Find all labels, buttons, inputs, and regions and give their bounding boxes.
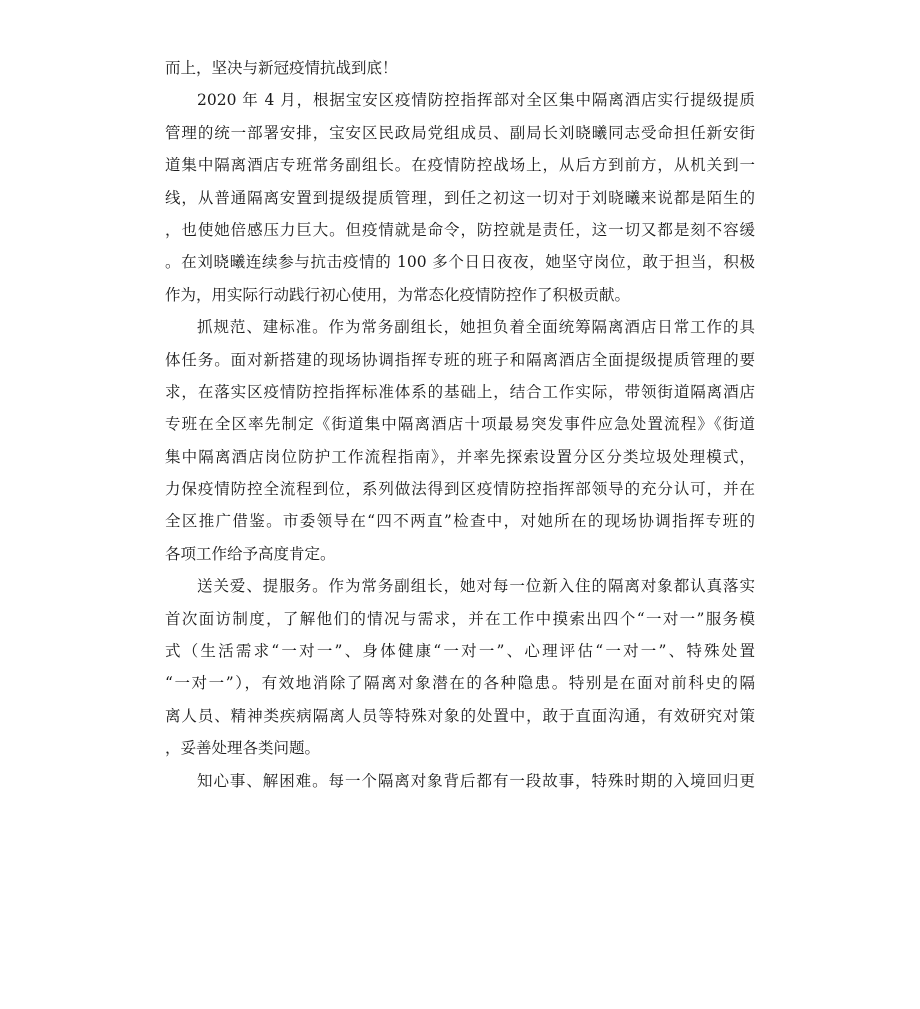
- text-line: 力保疫情防控全流程到位，系列做法得到区疫情防控指挥部领导的充分认可，并在: [165, 480, 755, 499]
- text-line: 离人员、精神类疾病隔离人员等特殊对象的处置中，敢于直面沟通，有效研究对策: [165, 706, 755, 725]
- text-line: 。在刘晓曦连续参与抗击疫情的 100 多个日日夜夜，她坚守岗位，敢于担当，积极: [165, 253, 755, 272]
- text-line: ，也使她倍感压力巨大。但疫情就是命令，防控就是责任，这一切又都是刻不容缓: [165, 220, 755, 239]
- text-line: 道集中隔离酒店专班常务副组长。在疫情防控战场上，从后方到前方，从机关到一: [165, 156, 755, 175]
- text-line: 各项工作给予高度肯定。: [165, 544, 336, 563]
- text-line: 知心事、解困难。每一个隔离对象背后都有一段故事，特殊时期的入境回归更: [197, 771, 755, 790]
- text-line: 管理的统一部署安排，宝安区民政局党组成员、副局长刘晓曦同志受命担任新安街: [165, 123, 755, 142]
- text-line: 集中隔离酒店岗位防护工作流程指南》，并率先探索设置分区分类垃圾处理模式，: [165, 447, 755, 466]
- text-line: 全区推广借鉴。市委领导在“四不两直”检查中，对她所在的现场协调指挥专班的: [165, 512, 755, 531]
- text-line: 2020 年 4 月，根据宝安区疫情防控指挥部对全区集中隔离酒店实行提级提质: [197, 91, 755, 110]
- text-line: 而上，坚决与新冠疫情抗战到底！: [165, 59, 398, 77]
- text-line: 送关爱、提服务。作为常务副组长，她对每一位新入住的隔离对象都认真落实: [197, 577, 755, 596]
- text-line: 求，在落实区疫情防控指挥标准体系的基础上，结合工作实际，带领街道隔离酒店: [165, 382, 755, 401]
- text-line: 体任务。面对新搭建的现场协调指挥专班的班子和隔离酒店全面提级提质管理的要: [165, 350, 755, 369]
- text-line: 抓规范、建标准。作为常务副组长，她担负着全面统筹隔离酒店日常工作的具: [197, 318, 755, 337]
- text-line: 首次面访制度，了解他们的情况与需求，并在工作中摸索出四个“一对一”服务模: [165, 609, 755, 628]
- text-line: 作为，用实际行动践行初心使用，为常态化疫情防控作了积极贡献。: [165, 285, 631, 304]
- text-line: ，妥善处理各类问题。: [165, 739, 321, 758]
- text-line: “一对一”），有效地消除了隔离对象潜在的各种隐患。特别是在面对前科史的隔: [165, 674, 755, 693]
- text-line: 线，从普通隔离安置到提级提质管理，到任之初这一切对于刘晓曦来说都是陌生的: [165, 188, 755, 207]
- text-line: 专班在全区率先制定《街道集中隔离酒店十项最易突发事件应急处置流程》《街道: [165, 415, 755, 434]
- document-body: [165, 52, 755, 797]
- text-line: 式（生活需求“一对一”、身体健康“一对一”、心理评估“一对一”、特殊处置: [165, 642, 755, 661]
